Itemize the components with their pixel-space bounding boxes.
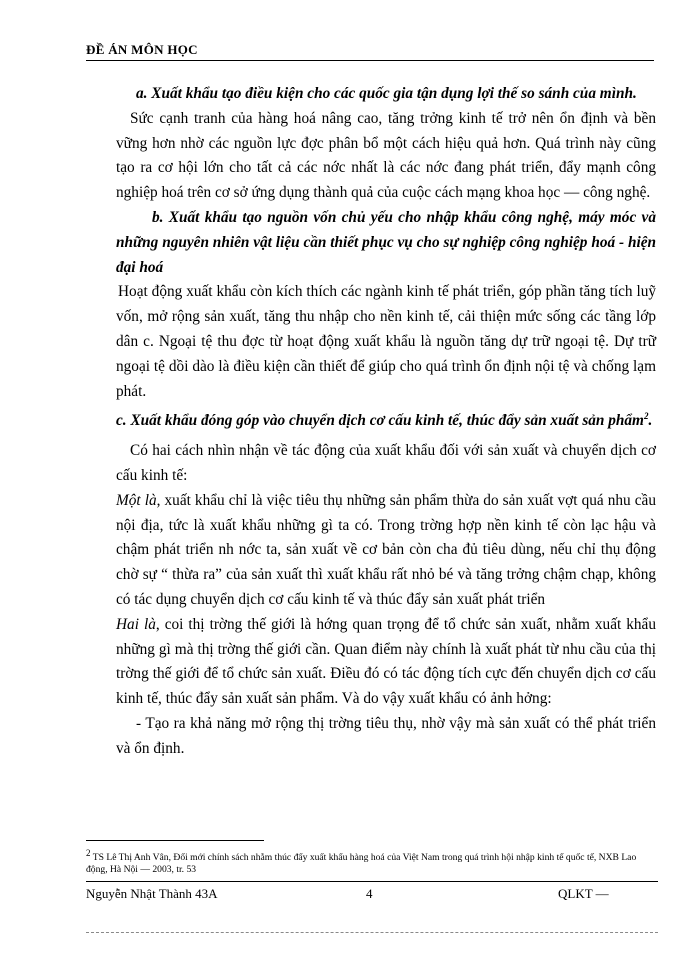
page-number: 4 [366, 886, 373, 901]
paragraph-5-text: , coi thị trờng thế giới là hớng quan trọng để tổ chức sản xuất, nhằm xuất khẩu những gì mà thị trờng thế giới cần. Quan điểm này chính là xuất phát từ nhu cầu của thị trờng thế giới để tổ chức sản xuất. Điều đó có tác động tích cực đến chuyển dịch cơ cấu kinh tế, thúc đẩy sản xuất sản phẩm. Và do vậy xuất khẩu có ảnh hởng: [116, 615, 656, 708]
footer-author: Nguyễn Nhật Thành 43A [86, 886, 218, 901]
footnote-marker: 2 [86, 847, 91, 858]
heading-c-end: . [648, 412, 653, 430]
footer-rule [86, 860, 658, 882]
paragraph-5 [116, 613, 656, 712]
heading-c-text: c. Xuất khẩu đóng góp vào chuyển dịch cơ cấu kinh tế, thúc đẩy sản xuất sản phẩm [116, 412, 644, 430]
footer-course: QLKT — [558, 886, 609, 901]
paragraph-6: - Tạo ra khả năng mở rộng thị trờng tiêu thụ, nhờ vậy mà sản xuất có thể phát triển và ổn định. [116, 714, 656, 757]
footnote-text: TS Lê Thị Anh Vân, Đổi mới chính sách nhằm thúc đẩy xuất khẩu hàng hoá của Việt Nam trong quá trình hội nhập kinh tế quốc tế, NXB Lao động, Hà Nội — 2003, tr. 53 [86, 852, 637, 875]
heading-c [116, 409, 656, 434]
paragraph-5-lead: Hai là [116, 615, 156, 633]
paragraph-1: Sức cạnh tranh của hàng hoá nâng cao, tăng trởng kinh tế trở nên ổn định và bền vững hơn nhờ các nguồn lực đợc phân bổ một cách hiệu quả hơn. Quá trình này cũng tạo ra cơ hội lớn cho tất cả các nớc nhất là các nớc đang phát triển, đẩy mạnh công nghiệp hoá trên cơ sở ứng dụng thành quả của cuộc cách mạng khoa học — công nghệ. [116, 109, 656, 202]
page-header [86, 42, 654, 61]
main-content [116, 82, 656, 762]
page-bottom-divider [86, 932, 658, 933]
paragraph-4-lead: Một là [116, 491, 157, 509]
heading-b: b. Xuất khẩu tạo nguồn vốn chủ yếu cho nhập khẩu công nghệ, máy móc và những nguyên nhiên vật liệu cần thiết phục vụ cho sự nghiệp công nghiệp hoá - hiện đại hoá [116, 208, 656, 276]
paragraph-2: Hoạt động xuất khẩu còn kích thích các ngành kinh tế phát triển, góp phần tăng tích luỹ vốn, mở rộng sản xuất, tăng thu nhập cho nền kinh tế, cải thiện mức sống các tầng lớp dân c. Ngoại tệ thu đợc từ hoạt động xuất khẩu là nguồn tăng dự trữ ngoại tệ. Dự trữ ngoại tệ dồi dào là điều kiện cần thiết để giúp cho quá trình ổn định nội tệ và chống lạm phát. [116, 283, 656, 400]
heading-a: a. Xuất khẩu tạo điều kiện cho các quốc gia tận dụng lợi thế so sánh của mình. [136, 85, 637, 102]
document-title: ĐỀ ÁN MÔN HỌC [86, 42, 198, 57]
paragraph-4 [116, 489, 656, 613]
paragraph-4-text: , xuất khẩu chỉ là việc tiêu thụ những sản phẩm thừa do sản xuất vợt quá nhu cầu nội địa, tức là xuất khẩu những gì ta có. Trong trờng hợp nền kinh tế còn lạc hậu và chậm phát triển nh nớc ta, sản xuất về cơ bản còn cha đủ tiêu dùng, nếu chỉ thụ động chờ sự “ thừa ra” của sản xuất thì xuất khẩu rất nhỏ bé và tăng trởng chậm chạp, không có tác dụng chuyển dịch cơ cấu kinh tế và thúc đẩy sản xuất phát triển [116, 491, 656, 608]
footnote-ref: 2 [643, 411, 649, 422]
paragraph-3: Có hai cách nhìn nhận về tác động của xuất khẩu đối với sản xuất và chuyển dịch cơ cấu kinh tế: [116, 442, 656, 484]
footnote-divider [86, 840, 264, 841]
